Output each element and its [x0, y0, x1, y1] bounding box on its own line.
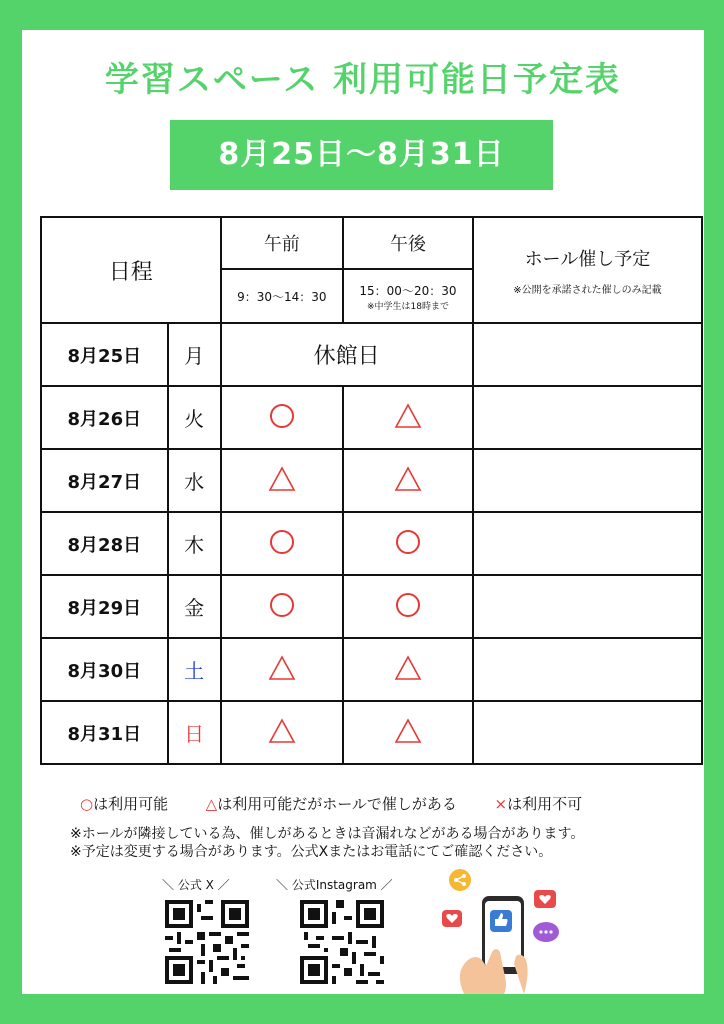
row-date: 8月28日	[41, 512, 168, 575]
legend	[80, 793, 582, 814]
circle-mark-icon	[269, 529, 295, 555]
morning-time: 9：30～14：30	[221, 269, 344, 323]
header-schedule: 日程	[41, 217, 221, 323]
mark-triangle	[221, 638, 344, 701]
legend-circle-symbol: ○	[80, 795, 94, 813]
header-morning: 午前	[221, 217, 344, 269]
notes	[70, 825, 584, 861]
row-closed-label: 休館日	[221, 323, 473, 386]
mark-triangle	[343, 701, 473, 764]
legend-triangle-symbol: △	[205, 795, 218, 813]
triangle-mark-icon	[394, 466, 422, 492]
row-day-of-week: 日	[168, 701, 221, 764]
circle-mark-icon	[395, 529, 421, 555]
note-line-2: ※予定は変更する場合があります。公式Xまたはお電話にてご確認ください。	[70, 844, 553, 860]
mark-triangle	[221, 449, 344, 512]
triangle-mark-icon	[394, 403, 422, 429]
row-date: 8月26日	[41, 386, 168, 449]
circle-mark-icon	[395, 592, 421, 618]
table-row	[41, 512, 702, 575]
mark-triangle	[221, 701, 344, 764]
row-hall-event	[473, 701, 702, 764]
table-row	[41, 323, 702, 386]
mark-circle	[343, 575, 473, 638]
row-date: 8月27日	[41, 449, 168, 512]
qr-x-label: ＼ 公式 X ／	[162, 878, 230, 892]
page-title: 学習スペース 利用可能日予定表	[104, 60, 622, 100]
table-row	[41, 701, 702, 764]
row-hall-event	[473, 638, 702, 701]
table-row	[41, 575, 702, 638]
mark-triangle	[343, 386, 473, 449]
legend-circle-text: は利用可能	[93, 795, 169, 813]
row-day-of-week: 水	[168, 449, 221, 512]
afternoon-time: 15：00～20：30	[359, 284, 457, 298]
qr-code-instagram[interactable]	[300, 900, 384, 984]
row-date: 8月30日	[41, 638, 168, 701]
mark-triangle	[343, 638, 473, 701]
hall-note: ※公開を承諾された催しのみ記載	[513, 284, 662, 296]
mark-triangle	[343, 449, 473, 512]
schedule-table	[40, 216, 703, 765]
circle-mark-icon	[269, 592, 295, 618]
row-day-of-week: 木	[168, 512, 221, 575]
row-day-of-week: 火	[168, 386, 221, 449]
hall-title: ホール催し予定	[524, 248, 651, 270]
afternoon-note: ※中学生は18時まで	[366, 302, 449, 312]
date-range-banner: 8月25日～8月31日	[170, 120, 553, 190]
triangle-mark-icon	[394, 655, 422, 681]
mark-circle	[221, 512, 344, 575]
row-hall-event	[473, 386, 702, 449]
triangle-mark-icon	[268, 718, 296, 744]
row-hall-event	[473, 575, 702, 638]
row-date: 8月29日	[41, 575, 168, 638]
share-icon	[449, 869, 471, 891]
legend-cross-symbol: ×	[494, 795, 508, 813]
table-row	[41, 386, 702, 449]
table-row	[41, 449, 702, 512]
legend-cross-text: は利用不可	[507, 795, 583, 813]
schedule-sheet	[22, 30, 704, 994]
note-line-1: ※ホールが隣接している為、催しがあるときは音漏れなどがある場合があります。	[70, 826, 585, 842]
row-day-of-week: 土	[168, 638, 221, 701]
header-hall	[473, 217, 702, 323]
mark-circle	[221, 575, 344, 638]
row-hall-event	[473, 323, 702, 386]
phone-social-illustration	[434, 868, 564, 994]
legend-triangle-text: は利用可能だがホールで催しがある	[217, 795, 457, 813]
row-day-of-week: 金	[168, 575, 221, 638]
triangle-mark-icon	[268, 466, 296, 492]
circle-mark-icon	[269, 403, 295, 429]
qr-instagram-label: ＼ 公式Instagram ／	[276, 878, 393, 892]
row-hall-event	[473, 512, 702, 575]
triangle-mark-icon	[268, 655, 296, 681]
mark-circle	[221, 386, 344, 449]
row-hall-event	[473, 449, 702, 512]
afternoon-time-cell	[343, 269, 473, 323]
row-date: 8月31日	[41, 701, 168, 764]
header-afternoon: 午後	[343, 217, 473, 269]
table-row	[41, 638, 702, 701]
row-date: 8月25日	[41, 323, 168, 386]
row-day-of-week: 月	[168, 323, 221, 386]
mark-circle	[343, 512, 473, 575]
qr-code-x[interactable]	[165, 900, 249, 984]
triangle-mark-icon	[394, 718, 422, 744]
